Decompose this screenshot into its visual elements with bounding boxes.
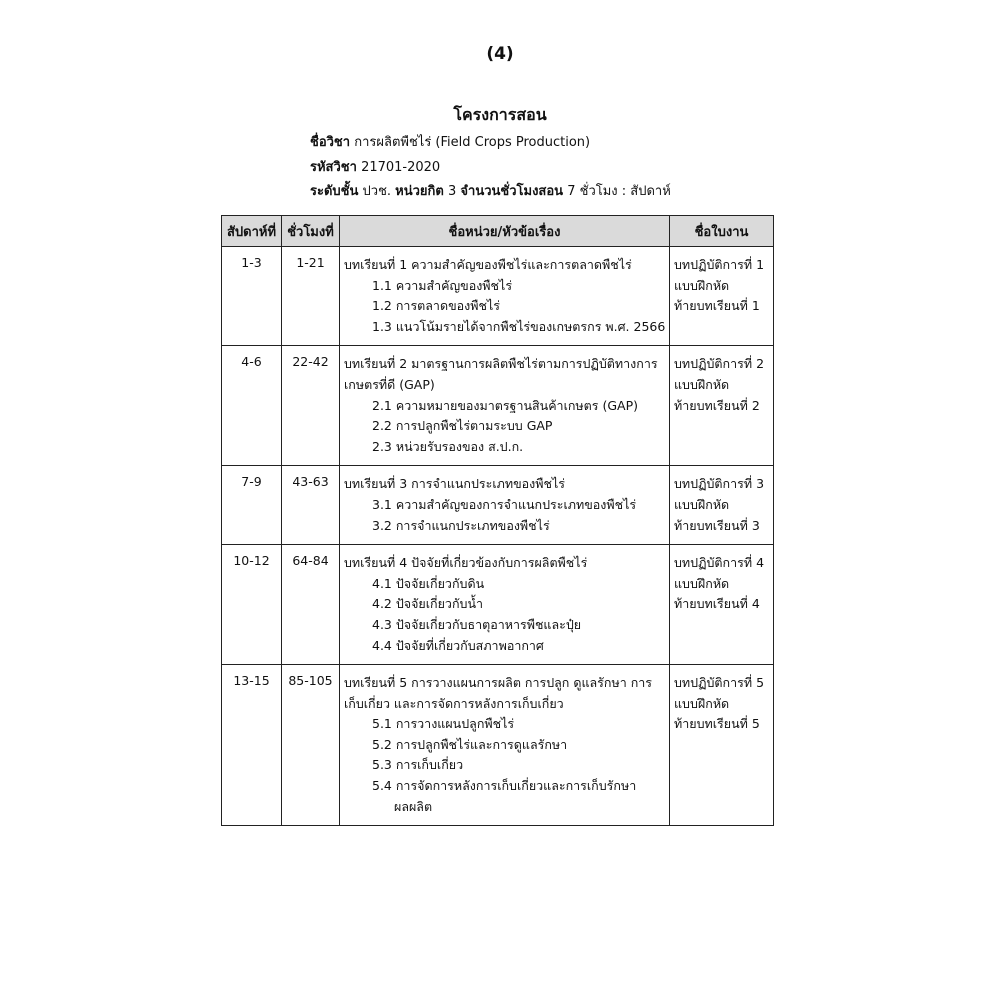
worksheet-cell bbox=[670, 466, 774, 545]
hours-cell: 85-105 bbox=[282, 665, 340, 826]
worksheet-line: บทปฏิบัติการที่ 1 bbox=[674, 257, 765, 272]
table-row bbox=[222, 247, 774, 346]
unit-topic-cell bbox=[340, 466, 670, 545]
worksheet-line: ท้ายบทเรียนที่ 2 bbox=[674, 397, 760, 413]
worksheet-cell bbox=[670, 545, 774, 665]
week-cell: 13-15 bbox=[222, 665, 282, 826]
worksheet-line: บทปฏิบัติการที่ 5 bbox=[674, 675, 765, 691]
hours-cell: 1-21 bbox=[282, 247, 340, 346]
subtopic-item: 1.2 การตลาดของพืชไร่ bbox=[372, 298, 500, 314]
course-code-line bbox=[310, 159, 440, 177]
page-number: (4) bbox=[486, 44, 514, 64]
subtopic-item: 4.4 ปัจจัยที่เกี่ยวกับสภาพอากาศ bbox=[372, 637, 544, 653]
worksheet-line: บทปฏิบัติการที่ 4 bbox=[674, 555, 765, 571]
course-name-label: ชื่อวิชา bbox=[310, 135, 351, 150]
table-body bbox=[222, 247, 774, 826]
unit-topic-cell bbox=[340, 247, 670, 346]
subtopic-item: 3.1 ความสำคัญของการจำแนกประเภทของพืชไร่ bbox=[372, 496, 637, 512]
worksheet-cell bbox=[670, 346, 774, 466]
worksheet-line: ท้ายบทเรียนที่ 3 bbox=[674, 517, 760, 533]
table-row bbox=[222, 346, 774, 466]
unit-title-line: บทเรียนที่ 4 ปัจจัยที่เกี่ยวข้องกับการผลิตพืชไร่ bbox=[344, 555, 588, 571]
week-cell: 7-9 bbox=[222, 466, 282, 545]
subtopic-item: 3.2 การจำแนกประเภทของพืชไร่ bbox=[372, 517, 550, 533]
unit-title-line: บทเรียนที่ 1 ความสำคัญของพืชไร่และการตลาดพืชไร่ bbox=[344, 257, 632, 272]
subtopic-item: 4.3 ปัจจัยเกี่ยวกับธาตุอาหารพืชและปุ๋ย bbox=[372, 616, 582, 632]
subtopic-item: 5.4 การจัดการหลังการเก็บเกี่ยวและการเก็บรักษา bbox=[372, 778, 637, 794]
document-title: โครงการสอน bbox=[453, 105, 547, 124]
subtopic-item: 2.2 การปลูกพืชไร่ตามระบบ GAP bbox=[372, 418, 553, 434]
unit-title-line: เก็บเกี่ยว และการจัดการหลังการเก็บเกี่ยว bbox=[344, 695, 564, 711]
credits-label: หน่วยกิต bbox=[395, 184, 444, 199]
worksheet-line: แบบฝึกหัด bbox=[674, 277, 730, 293]
table-header-row bbox=[222, 216, 774, 247]
course-name-value: การผลิตพืชไร่ (Field Crops Production) bbox=[354, 135, 591, 150]
hours-value: 7 ชั่วโมง : สัปดาห์ bbox=[567, 184, 671, 199]
subtopic-item: 2.3 หน่วยรับรองของ ส.ป.ก. bbox=[372, 438, 524, 454]
worksheet-line: แบบฝึกหัด bbox=[674, 376, 730, 392]
level-value: ปวช. bbox=[362, 184, 392, 199]
week-cell: 10-12 bbox=[222, 545, 282, 665]
subtopic-item: 1.3 แนวโน้มรายได้จากพืชไร่ของเกษตรกร พ.ศ. 2566 bbox=[372, 318, 666, 334]
course-code-label: รหัสวิชา bbox=[310, 160, 357, 175]
unit-topic-cell bbox=[340, 665, 670, 826]
unit-topic-cell bbox=[340, 545, 670, 665]
credits-value: 3 bbox=[448, 184, 457, 199]
hours-label: จำนวนชั่วโมงสอน bbox=[460, 184, 564, 199]
table-row bbox=[222, 466, 774, 545]
table-row bbox=[222, 545, 774, 665]
worksheet-cell bbox=[670, 247, 774, 346]
unit-title-line: บทเรียนที่ 3 การจำแนกประเภทของพืชไร่ bbox=[344, 476, 565, 492]
hours-cell: 22-42 bbox=[282, 346, 340, 466]
subtopic-item: 5.2 การปลูกพืชไร่และการดูแลรักษา bbox=[372, 736, 568, 752]
unit-title-line: เกษตรที่ดี (GAP) bbox=[344, 376, 435, 392]
hours-cell: 43-63 bbox=[282, 466, 340, 545]
teaching-plan-table bbox=[221, 215, 774, 826]
subtopic-item: 5.1 การวางแผนปลูกพืชไร่ bbox=[372, 716, 515, 732]
worksheet-line: แบบฝึกหัด bbox=[674, 695, 730, 711]
header-hours: ชั่วโมงที่ bbox=[282, 216, 340, 247]
header-week: สัปดาห์ที่ bbox=[222, 216, 282, 247]
worksheet-line: ท้ายบทเรียนที่ 4 bbox=[674, 596, 760, 612]
unit-title-line: บทเรียนที่ 5 การวางแผนการผลิต การปลูก ดูแลรักษา การ bbox=[344, 675, 653, 691]
week-cell: 4-6 bbox=[222, 346, 282, 466]
table-row bbox=[222, 665, 774, 826]
worksheet-cell bbox=[670, 665, 774, 826]
subtopic-item: 1.1 ความสำคัญของพืชไร่ bbox=[372, 277, 513, 293]
subtopic-item: 4.1 ปัจจัยเกี่ยวกับดิน bbox=[372, 575, 485, 591]
worksheet-line: แบบฝึกหัด bbox=[674, 575, 730, 591]
subtopic-item: 4.2 ปัจจัยเกี่ยวกับน้ำ bbox=[372, 596, 484, 612]
course-name-line bbox=[310, 134, 590, 152]
course-level-line bbox=[310, 183, 671, 201]
unit-title-line: บทเรียนที่ 2 มาตรฐานการผลิตพืชไร่ตามการปฏิบัติทางการ bbox=[344, 356, 658, 372]
header-unit-topic: ชื่อหน่วย/หัวข้อเรื่อง bbox=[340, 216, 670, 247]
subtopic-item: 2.1 ความหมายของมาตรฐานสินค้าเกษตร (GAP) bbox=[372, 397, 638, 413]
worksheet-line: บทปฏิบัติการที่ 3 bbox=[674, 476, 765, 492]
subtopic-item: 5.3 การเก็บเกี่ยว bbox=[372, 757, 464, 773]
hours-cell: 64-84 bbox=[282, 545, 340, 665]
course-code-value: 21701-2020 bbox=[361, 160, 441, 175]
worksheet-line: แบบฝึกหัด bbox=[674, 496, 730, 512]
level-label: ระดับชั้น bbox=[310, 184, 359, 199]
subtopic-continuation: ผลผลิต bbox=[394, 798, 433, 814]
worksheet-line: ท้ายบทเรียนที่ 1 bbox=[674, 298, 760, 314]
unit-topic-cell bbox=[340, 346, 670, 466]
week-cell: 1-3 bbox=[222, 247, 282, 346]
worksheet-line: ท้ายบทเรียนที่ 5 bbox=[674, 716, 760, 732]
header-worksheet: ชื่อใบงาน bbox=[670, 216, 774, 247]
worksheet-line: บทปฏิบัติการที่ 2 bbox=[674, 356, 765, 372]
